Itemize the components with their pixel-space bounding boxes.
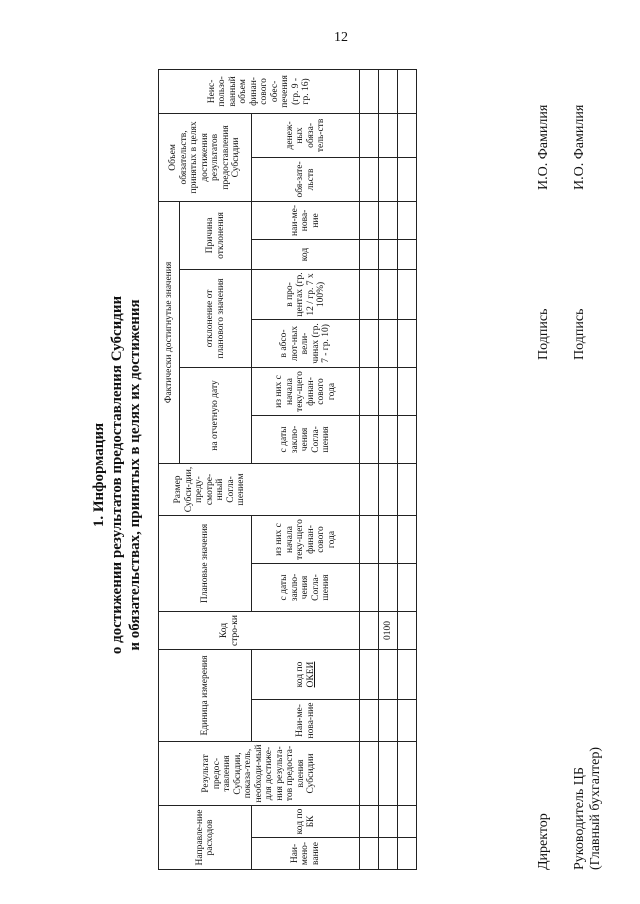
header-subsidy-size: Размер Субси-дии, преду-смотре-нный Согла-шением bbox=[159, 463, 360, 515]
header-dev-abs: в абсо-лют-ных вели-чинах (гр. 7 - гр. 10) bbox=[252, 319, 360, 367]
document-title bbox=[90, 80, 144, 870]
signature-label-1: Подпись bbox=[536, 308, 551, 360]
header-reason: Причина отклонения bbox=[180, 201, 252, 269]
title-line-3: и обязательствах, принятых в целях их достижения bbox=[127, 299, 143, 651]
okei-label: ОКЕИ bbox=[305, 661, 316, 688]
chief-accountant-label: (Главный бухгалтер) bbox=[588, 746, 603, 870]
header-unit-kod bbox=[252, 650, 360, 700]
header-napr: Направле-ние расходов bbox=[159, 806, 252, 870]
signature-label-2: Подпись bbox=[572, 308, 587, 360]
initials-surname-2: И.О. Фамилия bbox=[572, 104, 587, 190]
header-unit: Единица измерения bbox=[159, 650, 252, 742]
header-plan-from-agreement: с даты заклю-чения Согла-шения bbox=[252, 564, 360, 612]
header-dev-pct: в про-центах (гр. 12 / гр. 7 x 100%) bbox=[252, 269, 360, 319]
header-napr-kod: код по БК bbox=[252, 806, 360, 838]
header-fact: Фактически достигнутые значения bbox=[159, 201, 180, 463]
page-number: 12 bbox=[334, 30, 348, 45]
header-napr-name: Наи-мено-вание bbox=[252, 838, 360, 870]
title-line-1: 1. Информация bbox=[91, 422, 107, 528]
row-code-cell: 0100 bbox=[379, 612, 398, 650]
title-line-2: о достижении результатов предоставления Субсидии bbox=[109, 295, 125, 655]
header-reason-name: наи-ме-нова-ние bbox=[252, 201, 360, 239]
director-label: Директор bbox=[536, 813, 551, 870]
table-row bbox=[398, 69, 417, 869]
results-table bbox=[158, 69, 417, 870]
header-oblig: Объем обязательств, принятых в целях достижения результатов предоставления Субсидии bbox=[159, 113, 252, 201]
table-row bbox=[360, 69, 379, 869]
header-unit-name: Наи-ме-нова-ние bbox=[252, 700, 360, 742]
initials-surname-1: И.О. Фамилия bbox=[536, 104, 551, 190]
header-fact-from-year: из них с начала теку-щего финан-сового года bbox=[252, 367, 360, 415]
header-unused: Неис-пользо-ванный объем финан-сового обес-печения (гр. 9 - гр. 16) bbox=[159, 69, 360, 113]
header-plan: Плановые значения bbox=[159, 515, 252, 611]
header-reason-kod: код bbox=[252, 239, 360, 269]
header-plan-from-year: из них с начала теку-щего финан-сового года bbox=[252, 515, 360, 563]
header-oblig-col1: обя-зате-льств bbox=[252, 157, 360, 201]
header-result: Результат предос-тавления Субсидии, показа-тель, необходи-мый для достиже-ния результа-тов предоста-вления Субсидии bbox=[159, 742, 360, 806]
rotated-page-content bbox=[90, 50, 630, 870]
header-deviation: отклонение от планового значения bbox=[180, 269, 252, 367]
unit-kod-label: код по bbox=[295, 661, 305, 688]
head-cb-label: Руководитель ЦБ bbox=[572, 767, 587, 870]
header-fact-from-agreement: с даты заклю-чения Согла-шения bbox=[252, 415, 360, 463]
header-oblig-col2: денеж-ных обяза-тель-ств bbox=[252, 113, 360, 157]
header-fact-date: на отчетную дату bbox=[180, 367, 252, 463]
header-kod-stroki: Код стро-ки bbox=[159, 612, 360, 650]
table-row bbox=[379, 69, 398, 869]
